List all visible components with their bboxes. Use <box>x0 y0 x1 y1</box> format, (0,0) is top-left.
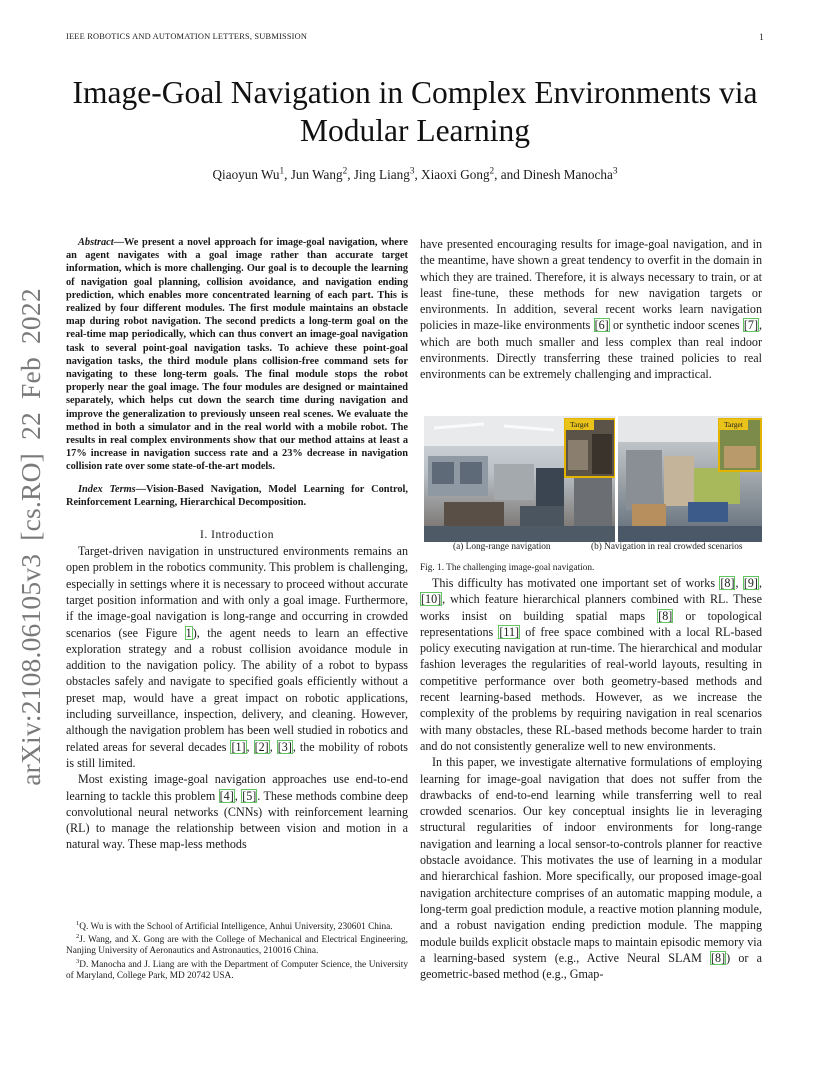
running-header <box>66 32 764 46</box>
citation-link[interactable]: [8] <box>658 608 673 623</box>
citation-link[interactable]: [7] <box>743 318 758 333</box>
citation-link[interactable]: [5] <box>242 788 257 803</box>
citation-link[interactable]: [3] <box>277 739 292 754</box>
target-label: Target <box>565 419 594 430</box>
paper-title: Image-Goal Navigation in Complex Environments via Modular Learning <box>72 75 758 148</box>
citation-link[interactable]: [10] <box>421 592 442 607</box>
section-heading-introduction: I. Introduction <box>200 529 274 542</box>
footnote-3: $^3$D. Manocha and J. Liang are with the Department of Computer Science, the University of Maryland, College Park, MD 20742 USA. <box>66 957 408 981</box>
citation-link[interactable]: [11] <box>499 624 520 639</box>
subcaption-a: (a) Long-range navigation <box>453 542 551 552</box>
citation-link[interactable]: [8] <box>711 950 726 965</box>
citation-link[interactable]: [1] <box>231 739 246 754</box>
abstract: Abstract—We present a novel approach for image-goal navigation, where an agent navigates with a goal image rather than accurate target information, which is more challenging. Our goal is to decouple the learning of navigation goal planning, collision avoidance, and navigation ending prediction, which enables more concentrated learning of each part. This is realized by four different modules. The first module maintains an obstacle map during robot navigation. The second predicts a long-term goal on the real-time map periodically, which can thus convert an image-goal navigation task to several point-goal navigation tasks. To achieve these point-goal navigation tasks, the third module plans collision-free command sets for navigating to these long-term goals. The final module stops the robot properly near the goal image. The four modules are designed or maintained separately, which helps cut down the search time during navigation and improve the generalization to previously unseen real scenes. We evaluate the method in both a simulator and in the real world with a mobile robot. The results in real complex environments show that our method attains at least a 17% increase in navigation success rate and a 23% decrease in navigation collision rate over some state-of-the-art models. <box>66 237 408 473</box>
journal-name: IEEE ROBOTICS AND AUTOMATION LETTERS, SUBMISSION <box>66 32 308 41</box>
subcaption-b: (b) Navigation in real crowded scenarios <box>591 542 743 552</box>
right-paragraph-3: In this paper, we investigate alternative formulations of employing learning for image-goal navigation that does not suffer from the drawbacks of end-to-end learning while transferring well to real crowded scenarios. Our key conceptual insights lie in leveraging structural regularities of indoor environments for long-range navigation and learning a local sensor-to-controls planner for reactive obstacle avoidance. This motivates the use of learning in a modular and hierarchical fashion. More specifically, our proposed image-goal navigation architecture comprises of an automatic mapping module, a long-term goal prediction module, a reactive motion planning module, and a robust navigation ending prediction module. The mapping module builds explicit obstacle maps to maintain episodic memory via a learning-based system (e.g., Active Neural SLAM [8]) or a geometric-based method (e.g., Gmap- <box>420 755 762 982</box>
long-range-navigation-photo <box>424 416 615 542</box>
citation-link[interactable]: [8] <box>720 576 735 590</box>
left-column <box>66 236 408 853</box>
intro-paragraph-1: Target-driven navigation in unstructured environments remains an open problem in the robotics community. This problem is challenging, especially in settings where it is necessary to proceed without accurate target position information and with only a goal image. Furthermore, if the image-goal navigation is long-range and occurring in crowded scenarios (see Figure 1), the agent needs to learn an effective exploration strategy and a robust collision avoidance module in addition to the navigation policy. The ability of a robot to bypass obstacles safely and navigate to specified goals efficiently without a preset map, would have a great impact on robotic applications, including surveillance, inspection, delivery, and cleaning. However, although the navigation problem has been well studied in robotics and related areas for several decades [1], [2], [3], the mobility of robots is still limited. <box>66 544 409 770</box>
target-label: Target <box>719 419 748 430</box>
citation-link[interactable]: [9] <box>743 576 758 590</box>
arxiv-identifier[interactable]: arXiv:2108.06105v3 [cs.RO] 22 Feb 2022 <box>15 288 46 786</box>
page-number: 1 <box>759 32 764 42</box>
figure-1 <box>424 416 762 556</box>
intro-paragraph-2: Most existing image-goal navigation approaches use end-to-end learning to tackle this problem [4], [5]. These methods combine deep convolutional neural networks (CNNs) with reinforcement learning (RL) to manage the relationship between vision and motion in a natural way. These map-less methods <box>66 772 409 852</box>
footnotes <box>66 919 408 984</box>
figure-caption: Fig. 1. The challenging image-goal navigation. <box>420 563 595 573</box>
right-paragraph-1: have presented encouraging results for image-goal navigation, and in the meantime, have shown a great tendency to overfit in the domain in which they are trained. Therefore, it is always necessary to train, or at least fine-tune, these methods for new navigation targets or environments. In addition, several recent works learn navigation policies in maze-like environments [6] or synthetic indoor scenes [7], which are both much smaller and less complex than real indoor environments. Directly transferring these trained policies to real environments can be extremely challenging and impractical. <box>420 237 763 382</box>
crowded-scenario-photo <box>618 416 762 542</box>
footnote-2: $^2$J. Wang, and X. Gong are with the College of Mechanical and Electrical Engineering, Nanjing University of Aeronautics and Astronautics, 210016 China. <box>66 933 408 957</box>
index-terms: Index Terms—Vision-Based Navigation, Model Learning for Control, Reinforcement Learning, Hierarchical Decomposition. <box>66 483 408 508</box>
figure-ref-link[interactable]: 1 <box>185 625 192 640</box>
footnote-1: $^1$Q. Wu is with the School of Artificial Intelligence, Anhui University, 230601 China. <box>76 919 393 932</box>
arxiv-watermark <box>2 272 60 802</box>
right-column-bottom <box>420 575 762 982</box>
right-paragraph-2: This difficulty has motivated one important set of works [8], [9], [10], which feature hierarchical planners combined with RL. These works insist on building spatial maps [8] or topological representations [11] of free space combined with a local RL-based policy executing navigation at run-time. The hierarchical and modular fashion leverages the regularities of real-world layouts, resulting in competitive performance over both geometry-based methods and recent learning-based methods. However, as we increase the complexity of the problems by requiring navigation in real scenarios with many obstacles, these RL-based methods become harder to train and do not consistently generalize well to new environments. <box>420 576 763 753</box>
citation-link[interactable]: [6] <box>594 318 609 333</box>
right-column-top <box>420 236 762 383</box>
citation-link[interactable]: [4] <box>219 788 234 803</box>
citation-link[interactable]: [2] <box>254 739 269 754</box>
author-list: Qiaoyun Wu$^1$, Jun Wang$^2$, Jing Liang$^3$, Xiaoxi Gong$^2$, and Dinesh Manocha$^3$ <box>212 165 618 182</box>
